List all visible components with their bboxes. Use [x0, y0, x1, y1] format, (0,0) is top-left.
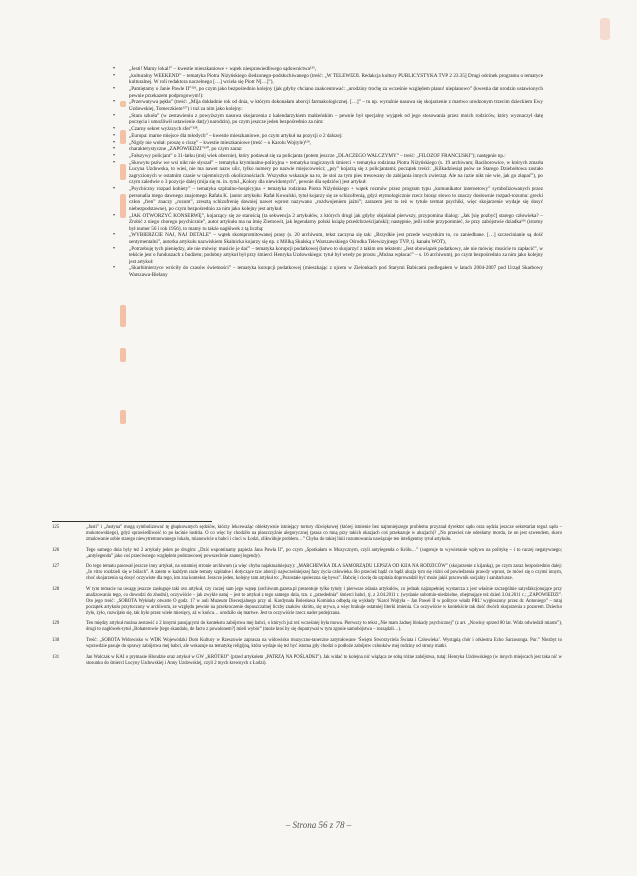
list-item: • „Europa: marne miejsce dla młodych” – kwestie mieszkaniowe, po czym artykuł na pozycji o 2 dalszej:: [113, 133, 543, 140]
footnote-divider: [52, 521, 212, 522]
page-number: – Strona 56 z 78 –: [285, 820, 352, 830]
highlighter-mark: [120, 305, 126, 327]
list-item: • „Skowytu psów we wsi nikt nie słyszał” – tematyka kryminalno-policyjna + tematyka tragicznych śmierci + tematyka rodzinna Piotra Niżyńskiego (s. 19 archiwum; Raciborowice, w których zmarła Lucyna Uzdowska, to wieś, nie ma nawet nazw ulic, tylko numery po nazwie miejscowości; „psy” kojarzą się z policjantami; początek treści: „Kilkadziesiąt psów ze Starego Dziebołtowa zostało zagryzionych w ostatnim czasie w tajemniczych okolicznościach. Wszystko wskazuje na to, że stoi za tym pies tresowany do zabijania innych zwierząt. Ale na razie nikt nie wie, jak go złapać”), po czym zaledwie o 3 pozycje dalej (mija się m. in. tytuł „Kolory dla niewidomych”, pewnie dla sędziów) jest artykuł:: [113, 160, 543, 186]
footnote-number: 129: [52, 621, 60, 627]
footnote-text: Do tego tematu pasował jeszcze inny artykuł, na ostatniej stronie archiwum (a więc chyba najaktualniejszy): „MARCHEWKA DLA SAMORZĄDU LEPSZA OD KIJA NA RODZICÓW” (skojarzenie z kijanką), po czym zaraz bezpośrednio dalej: „In vitro rozdzieli się w bólach”. A zatem w każdym razie tematy szpitalne i dotyczące tzw aborcji najwcześniejszej fazy życia człowieka. Bo przecież bądź co bądź aluzja tym się różni od powiedzenia prawdy wprost, że mówi się o czymś innym, choć skojarzenia są dosyć oczywiste dla tego, kto zna kontekst. Jeszcze jeden, kolejny tam artykuł to: „Pozostałe społeczna się bywa”. Babcię i ciocię do szpitala doprowadził być może jakiś pracownik socjalny i sanitariusze.: [86, 564, 562, 582]
list-item: • „Pamiętamy o Janie Pawle II”¹²⁶, po czym jako bezpośrednio kolejny (jak gdyby chciano zaakcentować: „urodziny trochę za wcześnie względem planu! nieplanowo” (kwestia dat urodzin ustawionych pewnie przekazem podprogowym!):: [113, 86, 543, 99]
footnote-text: W tym temacie na uwagę jeszcze zasługuje taki oto artykuł, czy raczej sam jego wątep (archiwum.gazeta.pl prezentuje tylko tytuły i pierwsze zdania artykułów, co jednak najzupełniej wystarcza z jest właśnie szczególnie satysfakcjonujące przy analizowaniu tego, co dowodzi do zhodni), oczywiście – jak zwykle natuj – jest to artykuł z tego samego dnia, tzn. z „przedednia” śmierci babci, tj. z 2.04.2011 r. (wydanie sobotnio-niedzielne, obejmujące też dzień 3.04.2011 r.; „ZAPOWIEDZI”. Oto jego treść: „SOBOTA Wykłady otwarte O godz. 17 w auli Muzeum Diecezjalnego przy ul. Kardynała Bolesława Kominka odbędą się wykłady ‘Karol Wojtyła – Jan Paweł II w polityce władz PRL’ wygłoszony przez dr. Antoniego” – tutaj początek artykułu przytoczony w archiwum, ze względu pewnie na przekroczenie dopuszczalnej liczby znaków skrótu, się urywa, a więc brakuje ostatniej literki imienia. Co oczywiście w kontekście tak dość dwóch skojarzenia z pozorem. Dziecko żyło, żyło, rozwijało się, tak było przez wiele miesięcy, aż w końcu… urodziło się martwe. Jest to oczywiście rzecz nader podejrzana.: [86, 586, 562, 616]
bullet-list: [113, 66, 543, 278]
list-item: • „WYBIERZCIE NAJ, NAJ DETALE” – wątek skompromitowanej prasy (s. 20 archiwum, tekst zaczyna się tak: „Brzydkie jest przede wszystkim to, co zaniedbane. […] szczecinianie są dość sentymentalni”, autorka artykułu nazwiskiem Skalnicka kojarzy się np. z Millką Skalską z Warszawskiego Ośrodka Telewizyjnego TVP, tj. kanału WOT),: [113, 232, 543, 245]
footnote-number: 131: [52, 654, 60, 660]
footnote-text: Tego samego dnia były też 2 artykuły jeden po drugim: „Dziś wspominamy papieża Jana Pawła II”, po czym „Spotkałam w Muzycznym, czyli antylegenda o Królu…” (sugeruje to wywieranie wpływu na politykę – i to raczej negatywnego; „antylegenda” jako coś przeciwnego względem podstawowej powszechnie znanej legendy).: [86, 547, 562, 559]
footnote: [52, 548, 562, 560]
list-item: • „Psychiczny rozpad kobiety” – tematyka szpitalno-hospicyjna + tematyka rodzinna Piotra Niżyńskiego + wątek rozmów przez program typu „komunikator internetowy” symbolizowanych przez personalia mego dawnego znajomego Rafała K. (autor artykułu: Rafał Kowalski, tytuł kojarzy się ze schizofrenią, gdyż etymologicznie rzecz biorąc słowo to znaczy dosłownie rozpad-rozumu: grecki człon „fren” znaczy „rozum”, zresztą schizofrenię dawniej nawet wprost nazywano „rozdwojeniem jaźni”; zarazem jest to też w tytule termat psychiki, więc skojarzenie wydaje się dosyć niebezpodstawne), po czym bezpośrednio za nim jako kolejny jest artykuł:: [113, 186, 543, 212]
footnote-text: Jan Walczak w KAI o prymasie Hlondzie oraz artykuł w GW „KRÓTKO” (przed artykułem „PATRZĄ NA POŚLADKI”). Jak widać to kolejna nić wiążąca ze sobą różne zabójstwa, tutaj: Henryka Uzdowskiego (w innych miejscach jest taka nić w stosunku do śmierci Lucyny Uzdowskiej i Anny Uzdowskiej, czyli 2 mych krewnych z Łodzi).: [86, 654, 562, 666]
main-text: [113, 66, 543, 279]
footnote-text: Ten między artykuł można zestawić z 2 innymi pasującymi do kontekstu zabójstwa mej babci, o których już też wcześniej była mowa. Pierwszy to tekst „Nie mam żadnej blokady psychicznej” (z art. „Nowiny sprzed 80 lat. Widz odwiedził miasto”), drugi to nagłówek-tytuł „Bohaterowie [tego skandalu, de facto z powalonem?] mieli wybór” (może ktoś by się dopatrywał w tym zgonie samobójstwa – rozsądził…).: [86, 621, 562, 633]
footnote-number: 128: [52, 586, 60, 592]
highlighter-mark: [120, 348, 126, 362]
footnote: [52, 621, 562, 633]
highlighter-mark: [600, 18, 610, 40]
footnote-number: 130: [52, 637, 60, 643]
list-item: • „Jesti! Mamy lokal!” – kwestie mieszkaniowe + wątek niesprawiedliwego sądownictwa¹²⁵,: [113, 66, 543, 73]
footnote: [52, 587, 562, 617]
list-item: • „Nigdy nie wołał: proszę o ciszę” – kwestie mieszkaniowe (treść – o Karolu Wojtyle)¹²⁹,: [113, 140, 543, 147]
list-item: • „Fałszywy policjant” o 31-latku (mój wiek obecnie), który podawał się za policjanta (potem jeszcze „DLACZEGO WALCZYMY” – treść: „FILOZOF FRANCUSKI”); następnie np.:: [113, 153, 543, 160]
footnote-text: „Justi” i „Justyna” mogą symbolizować tę głupkowatych sędziów, którzy lekceważąc obiektywnie istniejący tortury dźwiękowej (której istnienie bez najmniejszego problemu przyznał dyrektor sądu oraz sędzia jeszcze sekretariat tegoż sądu – mokotowskiego), gdyż sprawiedliwość to po łacinie iustitia. O co więc by chodziło na płaszczyźnie alegorycznej (prasa co mną przy takich okazjach coś przekazuje w aluzjach)? „No przecież nie odesłamy morda, że on jest szwendem, skoro zmalowanie sobie starego niewytremnowanego lokalu, mianowicie u babci i cioci w Łodzi, zlikwiduje problem…” Chyba do takiej linii rozumowania nawiązuje ten inteligentny tytuł artykułu.: [86, 525, 562, 542]
footnote-number: 127: [52, 564, 60, 570]
footnote-text: Treść: „SOBOTA Widowisko w WDK Wojewódzki Dom Kultury w Rzeszowie zaprasza na widowisko muzyczno-taneczne zatytułowane ‘Święto Stworzyciela Świata i Człowieka’. Wystąpią chór i orkiestra Echo Sarzosonga. Pur.” Niezbyt to wprawdzie pasuje do sprawy zabójstwa mej babci, ale wskazuje na tematykę religijną, która wydaje się też być istotna gdy chodzi o podłoże zabójstw członków mej rodziny od strony matki.: [86, 637, 562, 649]
list-item: • „kulturalny WEEKEND” – tematyka Piotra Niżyńskiego śledzonego-podsłuchiwanego (treść: „W TELEWIZJI. Redakcja kultury PUBLICYSTYKA TVP 2 23.35] Drugi odcinek programu o tematyce kulturalnej. W roli redaktora naczelnego […] wciela się Piotr N[…]”),: [113, 73, 543, 86]
footnote: [52, 655, 562, 667]
list-item: • „Przerwatywa pękła” (treść: „Mija dokładnie rok od dnia, w którym dokonałam aborcji farmakologicznej. […]” – tu np. wyraźnie nasuwa się skojarzenie z martwo urodzonym trzecim dzieckiem Ewy Uzdowskiej, Tomeczkiem¹²⁷) i tuż za nim jako kolejny:: [113, 99, 543, 112]
footnotes: [52, 525, 562, 671]
footnote: [52, 525, 562, 543]
footnote: [52, 564, 562, 582]
list-item: • „Skarbimierzyce wróciły do czasów świetności” – tematyka korupcji podatkowej (mieszkając z ojcem w Zielonkach pod Starymi Babicami podlegałem w latach 2004-2007 pod Urząd Skarbowy Warszawa-Bielany: [113, 265, 543, 278]
list-item: • „Stara szkoła” (w zestawieniu z powyższym nasuwa skojarzenia z kalendarzykiem małżeńskim – pewnie był specjalny wyjątek od jego stosowania przez moich rodziców, który wyznaczył datę poczęcia i umożliwił ustawienie dat(y) narodzin), po czym jeszcze jeden bezpośrednio za nim:: [113, 113, 543, 126]
footnote-number: 125: [52, 525, 60, 530]
footnote: [52, 638, 562, 650]
list-item: • charakterystyczne „ZAPOWIEDZI”¹³⁰, po czym zaraz:: [113, 146, 543, 153]
list-item: • „JAK OTWORZYĆ KONSERWĘ”, kojarzący się ze starością (ta sekwencja 2 artykułów, z których drugi jak gdyby objaśniał pierwszy, przypomina dialog: „Jak [się pozbyć] starego człowieka? – Zrobić z niego chorego psychicznie”, autor artykułu ma na imię Ziemowit, jak legendarny polski książę przedchrześcijański); następnie, jeśli sobie przypomnieć, że przy zabójstwie dziadka¹³¹ (istotny był numer 56 i rok 1956), to mamy tu także nagłówek z tą liczbą:: [113, 213, 543, 233]
list-item: • „Czarny sekret wyższych sfer”¹²⁸,: [113, 126, 543, 133]
footnote-number: 126: [52, 547, 60, 553]
highlighter-mark: [120, 410, 126, 424]
list-item: • „Potrzebuję tych pieniędzy, ale nie mówię: musicie je dać” – tematyka korupcji podatkowej (łatwo to skojarzyć z takim oto tekstem: „Jest obowiązek podatkowy, ale nie mówię: musicie to zapłacić”, w tekście jest o funduszach z budżetu; podobny artykuł był przy śmierci Henryka Uzdowskiego: tytuł był wtedy po prostu „Można wpłacać” – s. 16 archiwum), po czym bezpośrednio za nim jako kolejny jest artykuł:: [113, 246, 543, 266]
